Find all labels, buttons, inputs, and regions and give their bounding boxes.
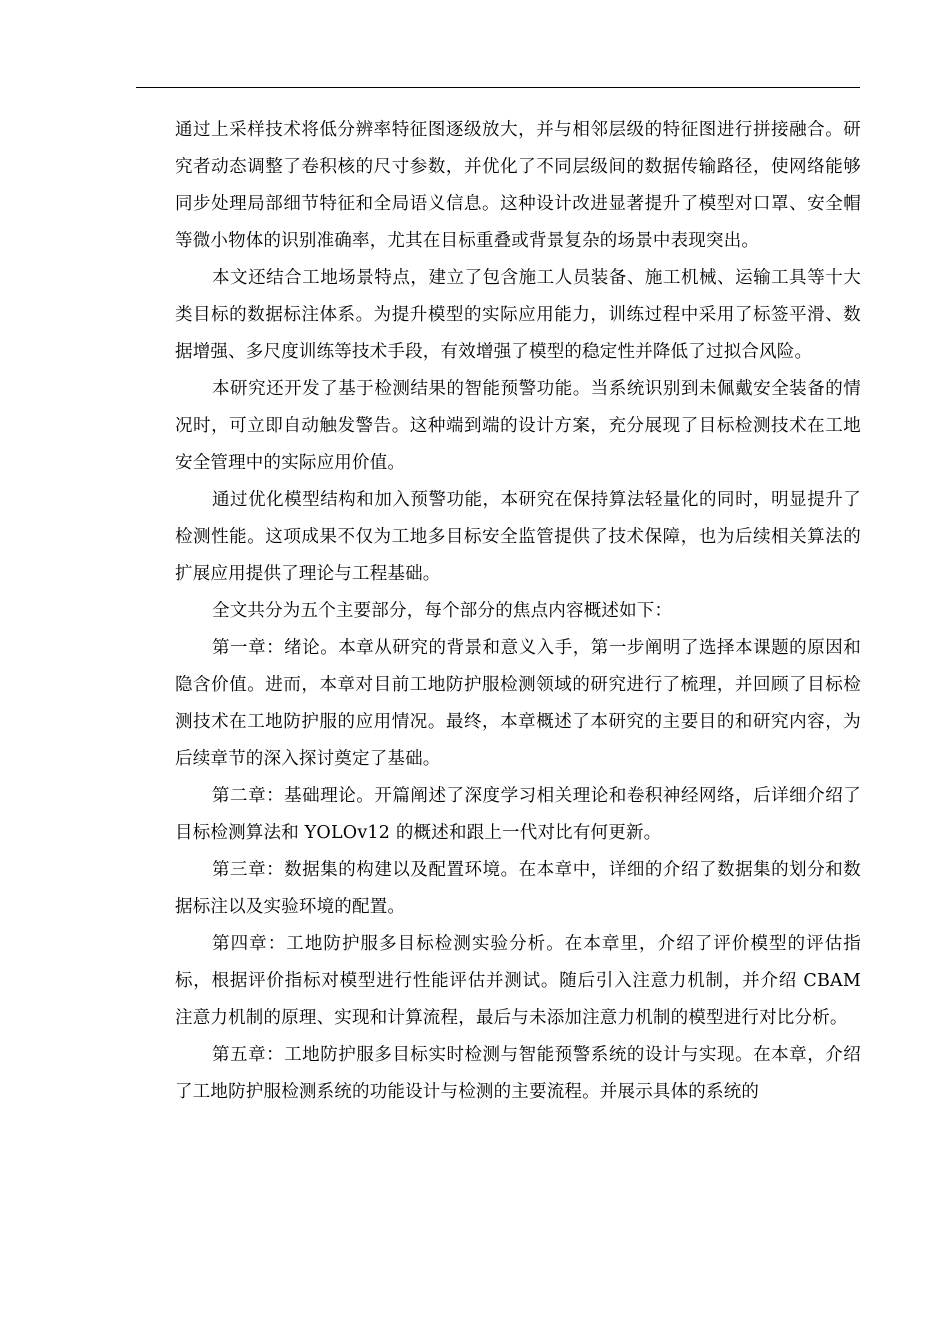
paragraph-chapter-1: 第一章：绪论。本章从研究的背景和意义入手，第一步阐明了选择本课题的原因和隐含价值。进而，本章对目前工地防护服检测领域的研究进行了梳理，并回顾了目标检测技术在工地防护服的应用情况。最终，本章概述了本研究的主要目的和研究内容，为后续章节的深入探讨奠定了基础。 bbox=[175, 638, 861, 769]
paragraph-chapter-3: 第三章：数据集的构建以及配置环境。在本章中，详细的介绍了数据集的划分和数据标注以及实验环境的配置。 bbox=[175, 860, 861, 917]
paragraph-2: 本文还结合工地场景特点，建立了包含施工人员装备、施工机械、运输工具等十大类目标的数据标注体系。为提升模型的实际应用能力，训练过程中采用了标签平滑、数据增强、多尺度训练等技术手段，有效增强了模型的稳定性并降低了过拟合风险。 bbox=[175, 268, 861, 362]
paragraph-1: 通过上采样技术将低分辨率特征图逐级放大，并与相邻层级的特征图进行拼接融合。研究者动态调整了卷积核的尺寸参数，并优化了不同层级间的数据传输路径，使网络能够同步处理局部细节特征和全局语义信息。这种设计改进显著提升了模型对口罩、安全帽等微小物体的识别准确率，尤其在目标重叠或背景复杂的场景中表现突出。 bbox=[175, 120, 861, 251]
paragraph-4: 通过优化模型结构和加入预警功能，本研究在保持算法轻量化的同时，明显提升了检测性能。这项成果不仅为工地多目标安全监管提供了技术保障，也为后续相关算法的扩展应用提供了理论与工程基础。 bbox=[175, 490, 861, 584]
header-rule bbox=[136, 87, 860, 88]
paragraph-chapter-2: 第二章：基础理论。开篇阐述了深度学习相关理论和卷积神经网络，后详细介绍了目标检测算法和 YOLOv12 的概述和跟上一代对比有何更新。 bbox=[175, 786, 861, 843]
body-text bbox=[175, 112, 861, 1111]
paragraph-chapter-4: 第四章：工地防护服多目标检测实验分析。在本章里，介绍了评价模型的评估指标，根据评价指标对模型进行性能评估并测试。随后引入注意力机制，并介绍 CBAM 注意力机制的原理、实现和计算流程，最后与未添加注意力机制的模型进行对比分析。 bbox=[175, 934, 861, 1028]
paragraph-3: 本研究还开发了基于检测结果的智能预警功能。当系统识别到未佩戴安全装备的情况时，可立即自动触发警告。这种端到端的设计方案，充分展现了目标检测技术在工地安全管理中的实际应用价值。 bbox=[175, 379, 861, 473]
paragraph-5: 全文共分为五个主要部分，每个部分的焦点内容概述如下： bbox=[212, 601, 673, 621]
paragraph-chapter-5: 第五章：工地防护服多目标实时检测与智能预警系统的设计与实现。在本章，介绍了工地防护服检测系统的功能设计与检测的主要流程。并展示具体的系统的 bbox=[175, 1045, 861, 1102]
